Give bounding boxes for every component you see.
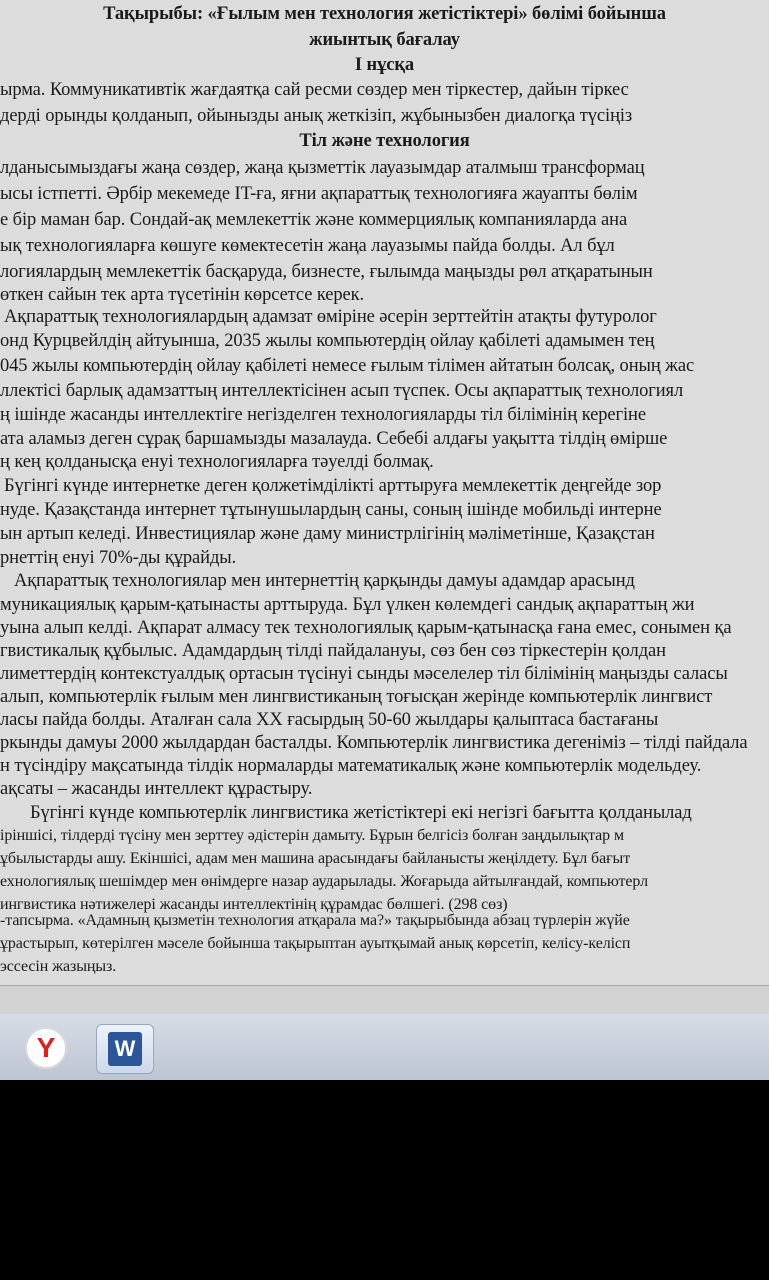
text-line: Бүгінгі күнде компьютерлік лингвистика жетістіктері екі негізгі бағытта қолданылад <box>30 803 692 823</box>
text-line: ата аламыз деген сұрақ баршамызды мазалауда. Себебі алдағы уақытта тілдің өмірше <box>0 429 668 449</box>
text-line: Бүгінгі күнде интернетке деген қолжетімділікті арттыруға мемлекеттік деңгейде зор <box>4 476 662 496</box>
text-line: логиялардың мемлекеттік басқаруда, бизнесте, ғылымда маңызды рөл атқаратынын <box>0 262 653 282</box>
text-line: онд Курцвейлдің айтуынша, 2035 жылы компьютердің ойлау қабілеті адамымен тең <box>0 331 655 351</box>
text-line: ын артып келеді. Инвестициялар және даму министрлігінің мәліметінше, Қазақстан <box>0 524 655 544</box>
text-line: гвистикалық құбылыс. Адамдардың тілді пайдалануы, сөз бен сөз тіркестерін қолдан <box>0 641 666 661</box>
text-line: нуде. Қазақстанда интернет тұтынушылардың саны, соның ішінде мобильді интерне <box>0 500 662 520</box>
doc-title-line1: Тақырыбы: «Ғылым мен технология жетістіктері» бөлімі бойынша <box>103 4 666 24</box>
task2-line1: -тапсырма. «Адамның қызметін технология атқарала ма?» тақырыбында абзац түрлерін жүйе <box>0 912 630 929</box>
doc-title-line2: жиынтық бағалау <box>309 30 460 50</box>
bottom-bezel <box>0 1080 769 1280</box>
text-line: Ақпараттық технологиялар мен интернеттің қарқынды дамуы адамдар арасынд <box>14 571 635 591</box>
text-line: н түсіндіру мақсатында тілдік нормаларды математикалық және компьютерлік модельдеу. <box>0 756 702 776</box>
text-line: ркынды дамуы 2000 жылдардан басталды. Компьютерлік лингвистика дегеніміз – тілді пайдала <box>0 733 748 753</box>
variant-heading: I нұсқа <box>354 55 415 75</box>
text-line: ң кең қолданысқа енуі технологияларға тәуелді болмақ. <box>0 452 434 472</box>
text-line: ехнологиялық шешімдер мен өнімдерге назар аударылады. Жоғарыда айтылғандай, компьютерл <box>0 873 648 890</box>
yandex-icon: Y <box>25 1027 67 1069</box>
text-line: рнеттің енуі 70%-ды құрайды. <box>0 548 237 568</box>
word-button[interactable] <box>96 1024 154 1074</box>
text-line: ң ішінде жасанды интеллектіге негізделген технологияларды тіл білімінің керегіне <box>0 405 646 425</box>
yandex-browser-button[interactable] <box>18 1024 74 1072</box>
text-line: муникациялық қарым-қатынасты арттыруда. Бұл үлкен көлемдегі сандық ақпараттың жи <box>0 595 695 615</box>
text-line: ық технологияларға көшуге көмектесетін жаңа лауазымы пайда болды. Ал бұл <box>0 236 615 256</box>
text-line: ингвистика нәтижелері жасанды интеллектінің құрамдас бөлшегі. (298 сөз) <box>0 896 508 913</box>
text-line: ақсаты – жасанды интеллект құрастыру. <box>0 779 313 799</box>
text-line: е бір маман бар. Сондай-ақ мемлекеттік және коммерциялық компанияларда ана <box>0 210 628 230</box>
status-bar <box>0 985 769 1015</box>
text-line: ұбылыстарды ашу. Екіншісі, адам мен машина арасындағы байланысты жеңілдету. Бұл бағыт <box>0 850 631 867</box>
text-line: ллектісі барлық адамзаттың интеллектісінен асып түспек. Осы ақпараттық технологиял <box>0 381 684 401</box>
word-icon: W <box>108 1032 142 1066</box>
text-line: өткен сайын тек арта түсетінін көрсетсе керек. <box>0 285 365 305</box>
text-line: Ақпараттық технологиялардың адамзат өміріне әсерін зерттейтін атақты футуролог <box>4 307 657 327</box>
text-line: 045 жылы компьютердің ойлау қабілеті немесе ғылым тілімен айтатын болсақ, оның жас <box>0 356 695 376</box>
text-title: Тіл және технология <box>299 131 470 151</box>
task2-line3: эссесін жазыңыз. <box>0 958 117 975</box>
task2-line2: ұрастырып, көтерілген мәселе бойынша тақырыптан ауытқымай анық көрсетіп, келісу-келісп <box>0 935 631 952</box>
task1-line1: ырма. Коммуникативтік жағдаятқа сай ресми сөздер мен тіркестер, дайын тіркес <box>0 80 629 100</box>
text-line: лданысымыздағы жаңа сөздер, жаңа қызметтік лауазымдар аталмыш трансформац <box>0 158 645 178</box>
text-line: ласы пайда болды. Аталған сала XX ғасырдың 50-60 жылдары қалыптаса бастағаны <box>0 710 659 730</box>
text-line: уына алып келді. Ақпарат алмасу тек технологиялық қарым-қатынасқа ғана емес, сонымен қа <box>0 618 732 638</box>
text-line: алып, компьютерлік ғылым мен лингвистиканың тоғысқан жерінде компьютерлік лингвист <box>0 687 713 707</box>
text-line: іріншісі, тілдерді түсіну мен зерттеу әдістерін дамыту. Бұрын белгісіз болған заңдылықтар м <box>0 827 625 844</box>
text-line: ысы істпетті. Әрбір мекемеде IT-ға, яғни ақпараттық технологияға жауапты бөлім <box>0 184 638 204</box>
text-line: лиметтердің контекстуалдық ортасын түсінуі сынды мәселелер тіл білімінің маңызды саласы <box>0 664 728 684</box>
taskbar <box>0 1014 769 1080</box>
task1-line2: дерді орынды қолданып, ойынызды анық жеткізіп, жұбынызбен диалогқа түсіңіз <box>0 106 633 126</box>
